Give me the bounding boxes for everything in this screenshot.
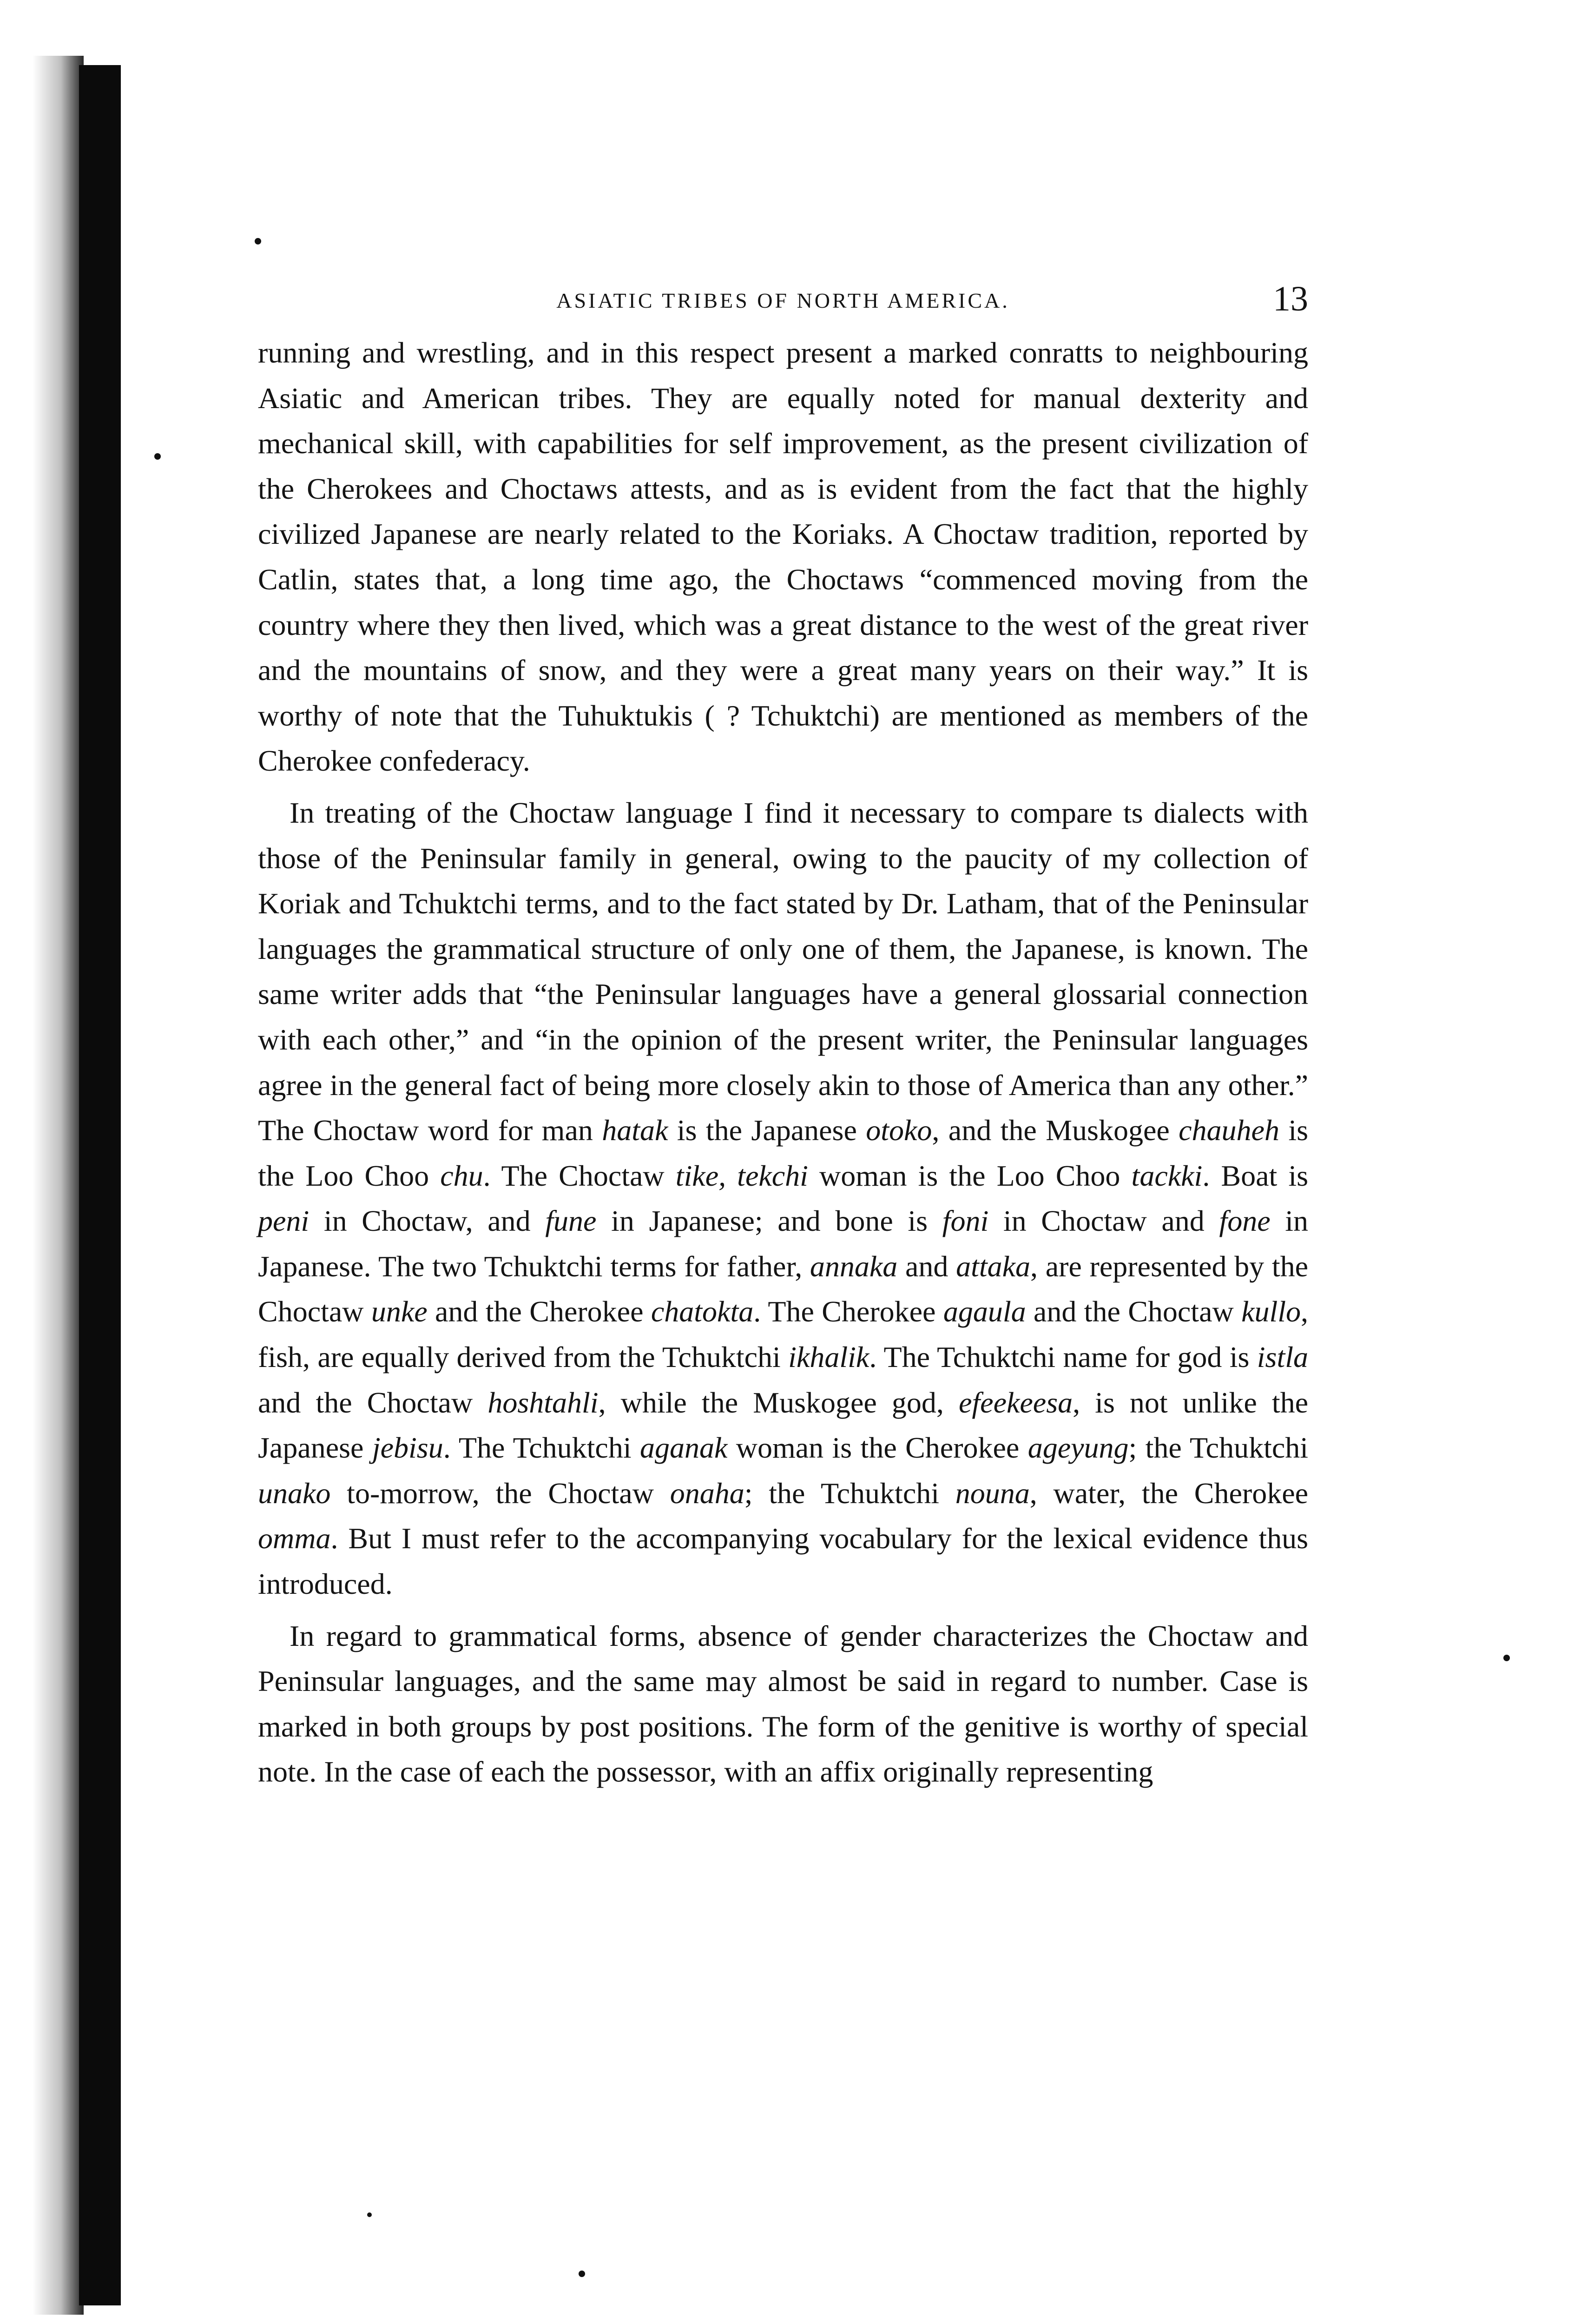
italic-term: jebisu (372, 1431, 443, 1465)
text-run: , while the Muskogee god, (598, 1386, 959, 1419)
italic-term: istla (1257, 1340, 1309, 1374)
italic-term: tike, tekchi (675, 1159, 808, 1192)
text-run: is the Loo Choo (258, 1114, 1308, 1192)
text-run: and the Cherokee (427, 1295, 651, 1328)
text-run: , fish, are equally derived from the Tchuktchi (258, 1295, 1309, 1374)
scan-gutter-shadow (79, 65, 121, 2305)
italic-term: chatokta (651, 1295, 754, 1328)
running-head (258, 279, 1308, 330)
italic-term: hoshtahli (487, 1386, 599, 1419)
scan-speck (255, 238, 261, 244)
text-run: and the Choctaw (1026, 1295, 1242, 1328)
text-run: . The Choctaw (483, 1159, 676, 1192)
text-run: in Japanese; and bone is (596, 1204, 942, 1238)
italic-term: agaula (943, 1295, 1026, 1328)
text-run: and the Choctaw (258, 1386, 488, 1419)
text-run: to-morrow, the Choctaw (330, 1476, 670, 1510)
text-run: , water, the Cherokee (1029, 1476, 1309, 1510)
text-run: . The Tchuktchi name for god is (869, 1340, 1257, 1374)
text-run: In regard to grammatical forms, absence of gender characterizes the Choctaw and Peninsular languages, and the same may almost be said in regard to number. Case is marked in both groups by post positions. The form of the genitive is worthy of special note. In the case of each the possessor, with an affix originally representing (258, 1619, 1308, 1789)
scan-speck (367, 2212, 372, 2217)
book-page (258, 279, 1308, 1795)
italic-term: foni (942, 1204, 989, 1238)
italic-term: fune (545, 1204, 597, 1238)
italic-term: efeekeesa (958, 1386, 1073, 1419)
text-run: in Japanese. The two Tchuktchi terms for father, (258, 1204, 1308, 1283)
italic-term: hatak (602, 1114, 668, 1147)
scan-speck (1503, 1655, 1510, 1661)
italic-term: onaha (670, 1476, 744, 1510)
running-title: ASIATIC TRIBES OF NORTH AMERICA. (556, 289, 1010, 312)
text-run: . Boat is (1202, 1159, 1309, 1192)
text-run: ; the Tchuktchi (744, 1476, 955, 1510)
text-run: woman is the Loo Choo (808, 1159, 1132, 1192)
text-run: , are represented by the Choctaw (258, 1249, 1309, 1328)
italic-term: fone (1219, 1204, 1271, 1238)
text-run: , is not unlike the Japanese (258, 1386, 1309, 1465)
italic-term: kullo (1241, 1295, 1301, 1328)
scan-gutter-fade (33, 56, 84, 2315)
italic-term: chu (440, 1159, 483, 1192)
text-run: , and the Muskogee (932, 1114, 1179, 1147)
paragraph (258, 330, 1308, 784)
italic-term: chauheh (1179, 1114, 1279, 1147)
italic-term: unke (371, 1295, 428, 1328)
text-run: woman is the Cherokee (727, 1431, 1028, 1465)
page-number: 13 (1273, 279, 1308, 318)
text-run: in Choctaw and (988, 1204, 1219, 1238)
italic-term: ikhalik (788, 1340, 869, 1374)
text-run: . The Tchuktchi (443, 1431, 640, 1465)
paragraph (258, 1613, 1308, 1795)
text-run: and (897, 1249, 956, 1283)
italic-term: otoko (866, 1114, 932, 1147)
scan-speck (154, 453, 161, 460)
body-text (258, 330, 1308, 1795)
text-run: running and wrestling, and in this respect present a marked conratts to neighbouring Asiatic and American tribes. They are equally noted for manual dexterity and mechanical skill, with capabilities for self improvement, as the present civilization of the Cherokees and Choctaws attests, and as is evident from the fact that the highly civilized Japanese are nearly related to the Koriaks. A Choctaw tradition, reported by Catlin, states that, a long time ago, the Choctaws “commenced moving from the country where they then lived, which was a great distance to the west of the great river and the mountains of snow, and they were a great many years on their way.” It is worthy of note that the Tuhuktukis ( ? Tchuktchi) are mentioned as members of the Cherokee confederacy. (258, 336, 1308, 778)
italic-term: annaka (810, 1249, 898, 1283)
text-run: ; the Tchuktchi (1128, 1431, 1309, 1465)
paragraph (258, 790, 1308, 1607)
text-run: is the Japanese (668, 1114, 866, 1147)
text-run: in Choctaw, and (309, 1204, 546, 1238)
italic-term: peni (258, 1204, 310, 1238)
text-run: In treating of the Choctaw language I find it necessary to compare ts dialects with those of the Peninsular family in general, owing to the paucity of my collection of Koriak and Tchuktchi terms, and to the fact stated by Dr. Latham, that of the Peninsular languages the grammatical structure of only one of them, the Japanese, is known. The same writer adds that “the Peninsular languages have a general glossarial connection with each other,” and “in the opinion of the present writer, the Peninsular languages agree in the general fact of being more closely akin to those of America than any other.” The Choctaw word for man (258, 796, 1308, 1147)
text-run: . The Cherokee (753, 1295, 943, 1328)
italic-term: ageyung (1028, 1431, 1129, 1465)
italic-term: tackki (1131, 1159, 1203, 1192)
italic-term: unako (258, 1476, 331, 1510)
scan-speck (579, 2271, 585, 2277)
italic-term: omma (258, 1522, 331, 1555)
italic-term: aganak (639, 1431, 728, 1465)
italic-term: attaka (956, 1249, 1031, 1283)
italic-term: nouna (955, 1476, 1030, 1510)
text-run: . But I must refer to the accompanying vocabulary for the lexical evidence thus introduced. (258, 1522, 1308, 1601)
